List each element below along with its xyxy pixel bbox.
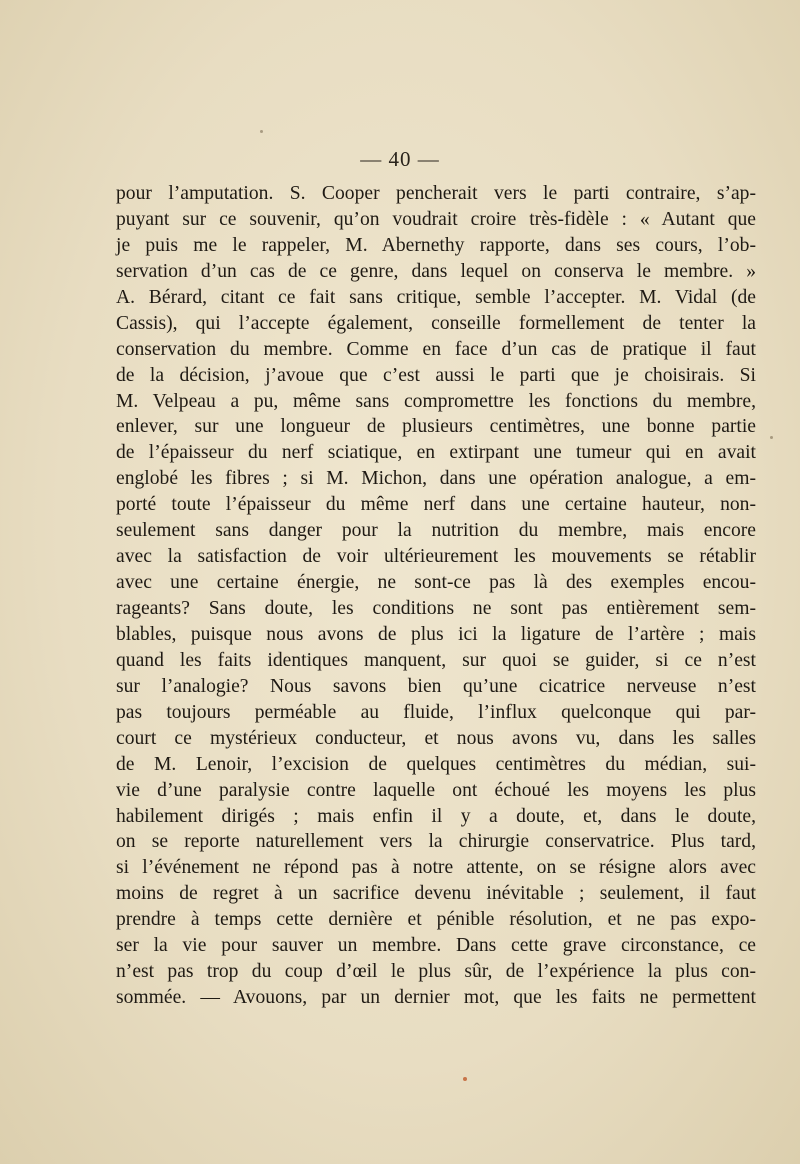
text-line: A. Bérard, citant ce fait sans critique, semble l’accepter. M. Vidal (de xyxy=(116,286,756,308)
text-line: si l’événement ne répond pas à notre attente, on se résigne alors avec xyxy=(116,857,756,879)
text-line: conservation du membre. Comme en face d’un cas de pratique il faut xyxy=(116,338,756,360)
text-line: court ce mystérieux conducteur, et nous avons vu, dans les salles xyxy=(116,727,756,749)
text-line: n’est pas trop du coup d’œil le plus sûr, de l’expérience la plus con- xyxy=(116,961,756,983)
text-line: moins de regret à un sacrifice devenu inévitable ; seulement, il faut xyxy=(116,883,756,905)
text-line: sur l’analogie? Nous savons bien qu’une cicatrice nerveuse n’est xyxy=(116,675,756,697)
body-text xyxy=(116,181,756,1011)
text-line: puyant sur ce souvenir, qu’on voudrait croire très-fidèle : « Autant que xyxy=(116,208,756,230)
text-line: vie d’une paralysie contre laquelle ont échoué les moyens les plus xyxy=(116,779,756,801)
paper-fleck xyxy=(770,436,773,439)
text-line: habilement dirigés ; mais enfin il y a doute, et, dans le doute, xyxy=(116,805,756,827)
text-line: seulement sans danger pour la nutrition du membre, mais encore xyxy=(116,520,756,542)
text-line: prendre à temps cette dernière et pénible résolution, et ne pas expo- xyxy=(116,909,756,931)
text-line: on se reporte naturellement vers la chirurgie conservatrice. Plus tard, xyxy=(116,831,756,853)
paper-fleck xyxy=(260,130,263,133)
text-line: de M. Lenoir, l’excision de quelques centimètres du médian, sui- xyxy=(116,753,756,775)
text-line: pour l’amputation. S. Cooper pencherait vers le parti contraire, s’ap- xyxy=(116,183,756,204)
text-line: quand les faits identiques manquent, sur quoi se guider, si ce n’est xyxy=(116,649,756,671)
text-line: servation d’un cas de ce genre, dans lequel on conserva le membre. » xyxy=(116,260,756,282)
text-line: enlever, sur une longueur de plusieurs centimètres, une bonne partie xyxy=(116,416,756,438)
text-line: Cassis), qui l’accepte également, conseille formellement de tenter la xyxy=(116,312,756,334)
ink-spot xyxy=(463,1077,467,1081)
text-line: avec une certaine énergie, ne sont-ce pas là des exemples encou- xyxy=(116,572,756,594)
text-line: M. Velpeau a pu, même sans compromettre les fonctions du membre, xyxy=(116,390,756,412)
text-line: ser la vie pour sauver un membre. Dans cette grave circonstance, ce xyxy=(116,935,756,957)
text-line: rageants? Sans doute, les conditions ne sont pas entièrement sem- xyxy=(116,598,756,619)
text-line: je puis me le rappeler, M. Abernethy rapporte, dans ses cours, l’ob- xyxy=(116,234,756,256)
text-line: sommée. — Avouons, par un dernier mot, que les faits ne permettent xyxy=(116,987,756,1009)
text-line: de la décision, j’avoue que c’est aussi le parti que je choisirais. Si xyxy=(116,364,756,386)
text-line: blables, puisque nous avons de plus ici la ligature de l’artère ; mais xyxy=(116,623,756,645)
text-line: pas toujours perméable au fluide, l’influx quelconque qui par- xyxy=(116,701,756,723)
text-line: englobé les fibres ; si M. Michon, dans une opération analogue, a em- xyxy=(116,468,756,490)
text-line: avec la satisfaction de voir ultérieurement les mouvements se rétablir xyxy=(116,546,756,568)
page-number: — 40 — xyxy=(360,147,440,171)
text-line: de l’épaisseur du nerf sciatique, en extirpant une tumeur qui en avait xyxy=(116,442,756,464)
text-line: porté toute l’épaisseur du même nerf dans une certaine hauteur, non- xyxy=(116,494,756,516)
